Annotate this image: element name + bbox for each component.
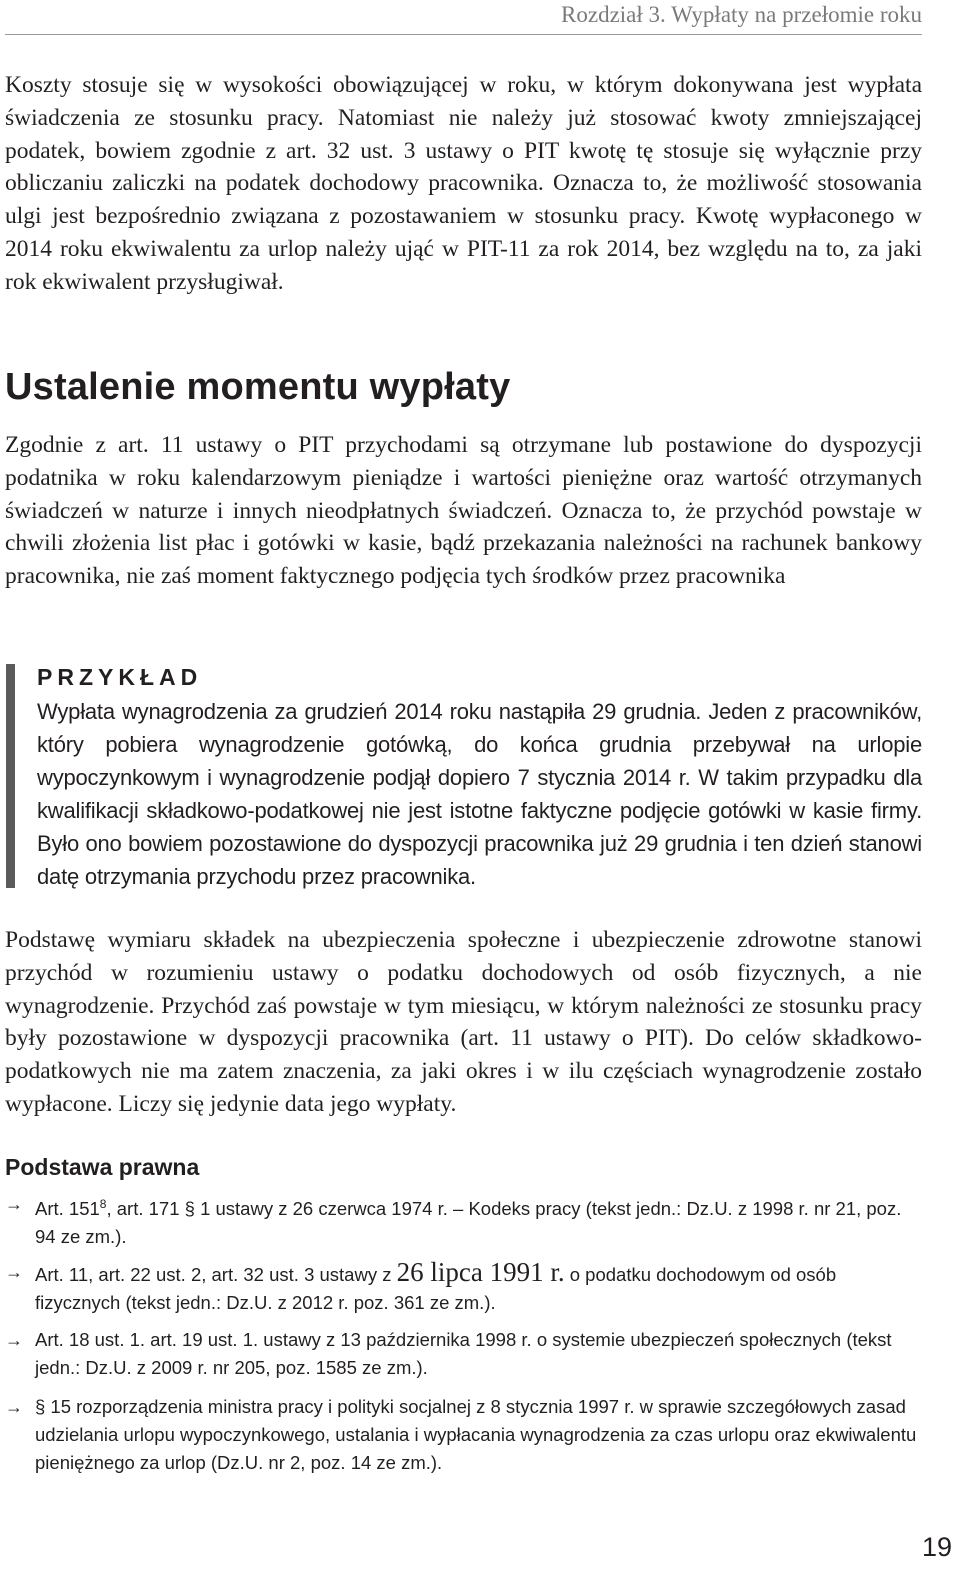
legal-basis-item (5, 1393, 922, 1477)
example-side-bar (6, 664, 15, 888)
body-paragraph-2: Zgodnie z art. 11 ustawy o PIT przychodami są otrzymane lub postawione do dyspozycji podatnika w roku kalendarzowym pieniądze i wartości pieniężne oraz wartość otrzymanych świadczeń w naturze i innych nieodpłatnych świadczeń. Oznacza to, że przychód powstaje w chwili złożenia list płac i gotówki w kasie, bądź przekazania należności na rachunek bankowy pracownika, nie zaś moment faktycznego podjęcia tych środków przez pracownika (5, 432, 922, 590)
example-title: PRZYKŁAD (37, 664, 203, 690)
legal-basis-item (5, 1326, 922, 1382)
legal-basis-heading: Podstawa prawna (5, 1154, 200, 1180)
body-paragraph-3: Podstawę wymiaru składek na ubezpieczenia społeczne i ubezpieczenie zdrowotne stanowi przychód w rozumieniu ustawy o podatku dochodowych od osób fizycznych, a nie wynagrodzenie. Przychód zaś powstaje w tym miesiącu, w którym należności ze stosunku pracy były pozostawione w dyspozycji pracownika (art. 11 ustawy o PIT). Do celów składkowo-podatkowych nie ma zatem znaczenia, za jaki okres i w ilu częściach wynagrodzenie zostało wypłacone. Liczy się jedynie data jego wypłaty. (5, 927, 922, 1117)
section-heading: Ustalenie momentu wypłaty (5, 366, 511, 408)
example-text: Wypłata wynagrodzenia za grudzień 2014 roku nastąpiła 29 grudnia. Jeden z pracowników, który pobiera wynagrodzenie gotówką, do końca grudnia przebywał na urlopie wypoczynkowym i wynagrodzenie podjął dopiero 7 stycznia 2014 r. W takim przypadku dla kwalifikacji składkowo-podatkowej nie jest istotne faktyczne podjęcie gotówki w kasie firmy. Było ono bowiem pozostawione do dyspozycji pracownika już 29 grudnia i ten dzień stanowi datę otrzymania przychodu przez pracownika. (37, 699, 922, 889)
arrow-right-icon: → (5, 1397, 23, 1417)
header-divider (5, 34, 922, 35)
running-header: Rozdział 3. Wypłaty na przełomie roku (561, 2, 922, 27)
legal-basis-text: Art. 11, art. 22 ust. 2, art. 32 ust. 3 ustawy z 26 lipca 1991 r. o podatku dochodowym od osób fizycznych (tekst jedn.: Dz.U. z 2012 r. poz. 361 ze zm.). (35, 1257, 837, 1313)
legal-basis-item (5, 1190, 922, 1251)
arrow-right-icon: → (5, 1194, 23, 1214)
legal-basis-text: § 15 rozporządzenia ministra pracy i polityki socjalnej z 8 stycznia 1997 r. w sprawie szczegółowych zasad udzielania urlopu wypoczynkowego, ustalania i wypłacania wynagrodzenia za czas urlopu oraz ekwiwalentu pieniężnego za urlop (Dz.U. nr 2, poz. 14 ze zm.). (35, 1396, 917, 1473)
page-number: 19 (921, 1532, 952, 1562)
legal-basis-item (5, 1258, 922, 1317)
arrow-right-icon: → (5, 1330, 23, 1350)
legal-basis-text: Art. $151^8$, art. 171 § 1 ustawy z 26 czerwca 1974 r. – Kodeks pracy (tekst jedn.: Dz.U. z 1998 r. nr 21, poz. 94 ze zm.). (35, 1197, 902, 1248)
body-paragraph-1: Koszty stosuje się w wysokości obowiązującej w roku, w którym dokonywana jest wypłata świadczenia ze stosunku pracy. Natomiast nie należy już stosować kwoty zmniejszającej podatek, bowiem zgodnie z art. 32 ust. 3 ustawy o PIT kwotę tę stosuje się wyłącznie przy obliczaniu zaliczki na podatek dochodowy pracownika. Oznacza to, że możliwość stosowania ulgi jest bezpośrednio związana z pozostawaniem w stosunku pracy. Kwotę wypłaconego w 2014 roku ekwiwalentu za urlop należy ująć w PIT-11 za rok 2014, bez względu na to, za jaki rok ekwiwalent przysługiwał. (5, 72, 922, 295)
legal-basis-text: Art. 18 ust. 1. art. 19 ust. 1. ustawy z 13 października 1998 r. o systemie ubezpieczeń społecznych (tekst jedn.: Dz.U. z 2009 r. nr 205, poz. 1585 ze zm.). (35, 1329, 892, 1378)
arrow-right-icon: → (5, 1262, 23, 1282)
